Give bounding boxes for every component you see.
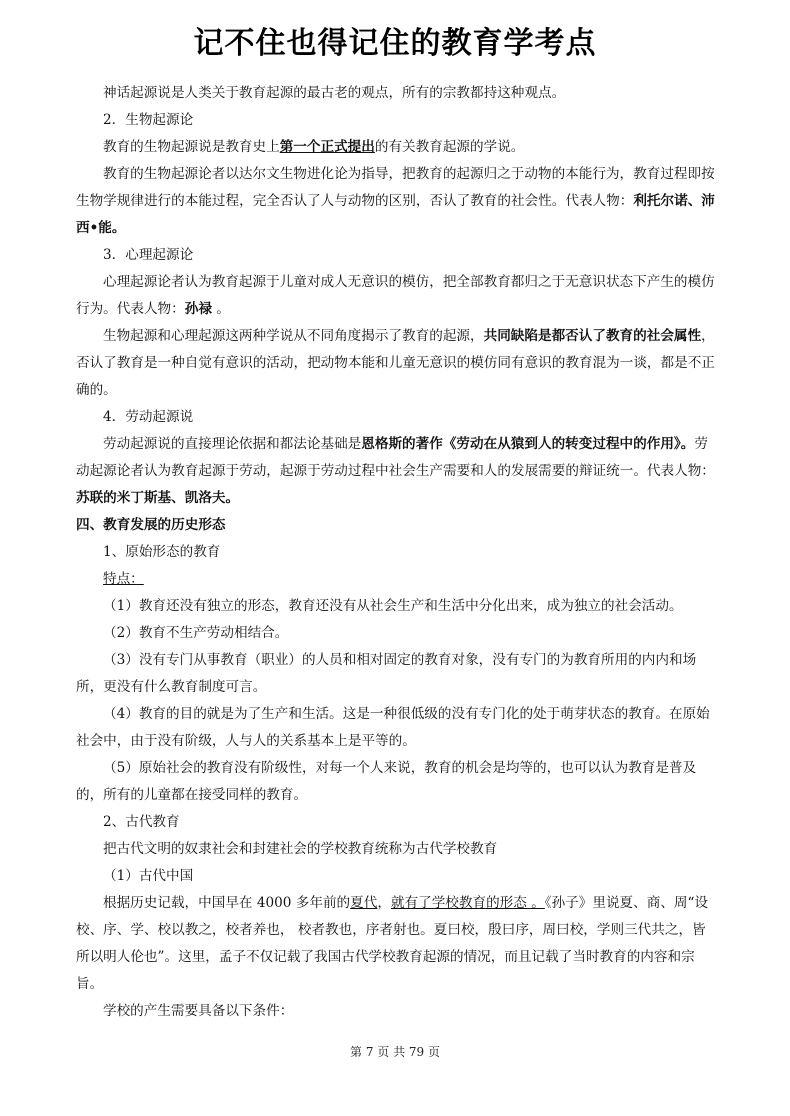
heading-primitive-education: 1、原始形态的教育 [103, 544, 221, 560]
emphasis-representatives: 利托尔诺、沛西•能。 [76, 193, 715, 236]
paragraph-ancient-china [76, 890, 716, 998]
emphasis-representative: 孙禄 [184, 301, 212, 317]
heading-psychological-origin: 3．心理起源论 [103, 247, 194, 263]
emphasis-first-proposed: 第一个正式提出 [279, 139, 375, 155]
text-segment: 教育的生物起源论者以达尔文生物进化论为指导，把教育的起源归之于动物的本能行为，教育过程即按生物学规律进行的本能过程，完全否认了人与动物的区别，否认了教育的社会性。代表人物： [76, 166, 715, 209]
heading-labor-origin: 4．劳动起源说 [103, 409, 194, 425]
page-number-footer: 第 7 页 共 79 页 [350, 1045, 440, 1059]
paragraph-psy-theory [76, 269, 716, 323]
heading-ancient-education: 2、古代教育 [103, 814, 180, 830]
text-segment: 根据历史记载，中国早在 4000 多年前的 [103, 895, 351, 911]
emphasis-common-flaw: 共同缺陷是都否认了教育的社会属性 [483, 328, 702, 344]
underline-xia-dynasty: 夏代 [350, 895, 378, 911]
text-segment: 劳动起源说的直接理论依据和都法论基础是 [103, 436, 362, 452]
section-heading-history: 四、教育发展的历史形态 [76, 517, 226, 533]
text-segment: 生物起源和心理起源这两种学说从不同角度揭示了教育的起源， [103, 328, 484, 344]
feature-item: （5）原始社会的教育没有阶级性，对每一个人来说，教育的机会是均等的，也可以认为教育是普及的，所有的儿童都在接受同样的教育。 [76, 760, 697, 803]
paragraph-common-flaw [76, 323, 716, 404]
feature-item: （2）教育不生产劳动相结合。 [103, 625, 289, 641]
text-segment: 劳动起源论者认为教育起源于劳动，起源于劳动过程中社会生产需要和人的发展需要的辩证统一。代表人物： [76, 436, 715, 479]
text-segment: 。 [211, 301, 230, 317]
paragraph-conditions: 学校的产生需要具备以下条件： [103, 1003, 294, 1019]
underline-school-form: 就有了学校教育的形态 。 [390, 895, 545, 911]
text-segment: 教育的生物起源说是教育史上 [103, 139, 280, 155]
paragraph-ancient-definition: 把古代文明的奴隶社会和封建社会的学校教育统称为古代学校教育 [103, 841, 498, 857]
text-segment: ，否认了教育是一种自觉有意识的活动，把动物本能和儿童无意识的模仿同有意识的教育混为一谈，都是不正确的。 [76, 328, 715, 398]
page-title: 记不住也得记住的教育学考点 [193, 26, 597, 61]
text-segment: 心理起源论者认为教育起源于儿童对成人无意识的模仿，把全部教育都归之于无意识状态下产生的模仿行为。代表人物： [76, 274, 715, 317]
paragraph-labor-theory [76, 431, 716, 512]
label-features [76, 566, 716, 593]
text-segment: 的有关教育起源的学说。 [374, 139, 525, 155]
text-segment: ， [377, 895, 391, 911]
feature-item: （4）教育的目的就是为了生产和生活。这是一种很低级的没有专门化的处于萌芽状态的教育。在原始社会中，由于没有阶级，人与人的关系基本上是平等的。 [76, 706, 710, 749]
features-label: 特点： [103, 571, 144, 587]
emphasis-engels-work: 恩格斯的著作《劳动在从猿到人的转变过程中的作用》。 [361, 436, 695, 452]
emphasis-representatives: 苏联的米丁斯基、凯洛夫。 [76, 490, 240, 506]
feature-item: （1）教育还没有独立的形态，教育还没有从社会生产和生活中分化出来，成为独立的社会活动。 [103, 598, 683, 614]
paragraph-myth-origin: 神话起源说是人类关于教育起源的最古老的观点，所有的宗教都持这种观点。 [103, 85, 566, 101]
feature-item: （3）没有专门从事教育（职业）的人员和相对固定的教育对象，没有专门的为教育所用的内内和场所，更没有什么教育制度可言。 [76, 652, 697, 695]
heading-ancient-china: （1）古代中国 [103, 868, 194, 884]
text-segment: 《孙子》里说夏、商、周“设校、序、学、校以教之，校者养也， 校者教也，序者射也。夏曰校，殷曰序，周曰校，学则三代共之，皆所以明人伦也”。这里，孟子不仅记载了我国古代学校教育起源的情况，而且记载了当时教育的内容和宗旨。 [76, 895, 709, 992]
document-body [76, 80, 716, 1025]
paragraph-bio-theory [76, 161, 716, 242]
heading-biological-origin: 2．生物起源论 [103, 112, 194, 128]
paragraph-bio-first [76, 134, 716, 161]
